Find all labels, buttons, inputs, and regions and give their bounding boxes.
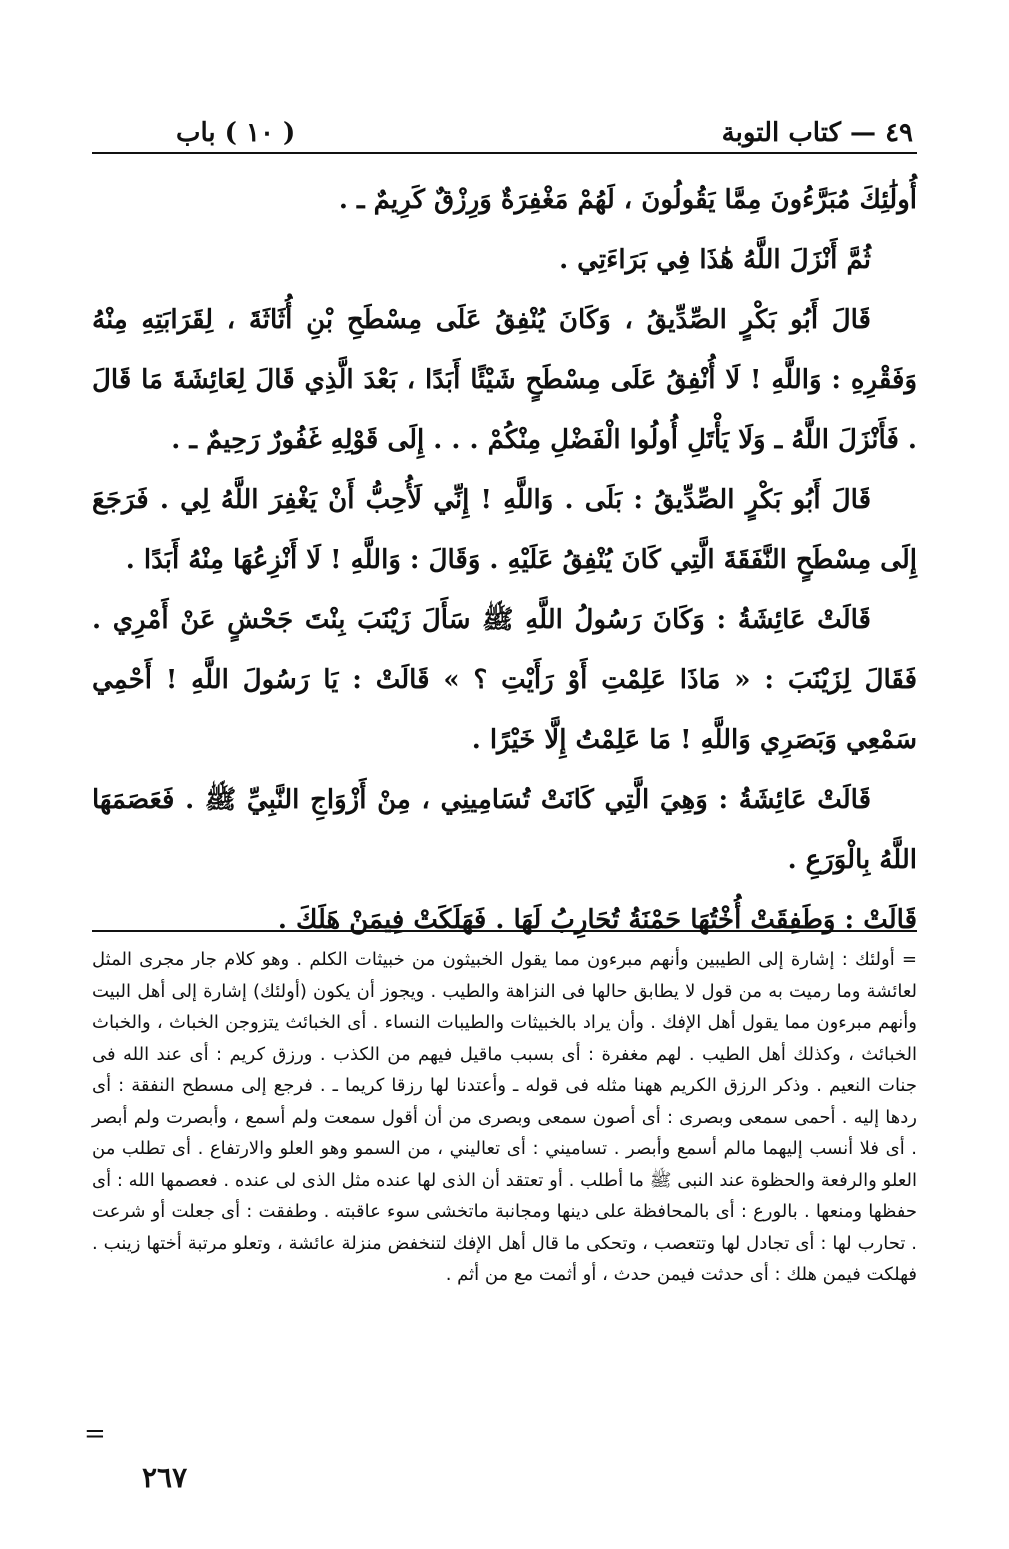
footnote-paragraph: = أولئك : إشارة إلى الطيبين وأنهم مبرءون مما يقول الخبيثون من خبيثات الكلم . وهو كلام جار مجرى المثل لعائشة وما رميت به من قول لا يطابق حالها فى النزاهة والطيب . ويجوز أن يكون (أولئك) إشارة إلى أهل البيت وأنهم مبرءون مما يقول أهل الإفك . وأن يراد بالخبيثات والطيبات النساء . أى الخبائث يتزوجن الخباث ، والخباث الخبائث ، وكذلك أهل الطيب . لهم مغفرة : أى بسبب ماقيل فيهم من الكذب . ورزق كريم : أى عند الله فى جنات النعيم . وذكر الرزق الكريم ههنا مثله فى قوله ـ وأعتدنا لها رزقا كريما ـ . فرجع إلى مسطح النفقة : أى ردها إليه . أحمى سمعى وبصرى : أى أصون سمعى وبصرى من أن أقول سمعت ولم أسمع ، وأبصرت ولم أبصر . أى فلا أنسب إليهما مالم أسمع وأبصر . تساميني : أى تعاليني ، من السمو وهو العلو والارتفاع . أى تطلب من العلو والرفعة والحظوة عند النبى ﷺ ما أطلب . أو تعتقد أن الذى لها عنده مثل الذى لى عنده . فعصمها الله : أى حفظها ومنعها . بالورع : أى بالمحافظة على دينها ومجانبة ماتخشى سوء عاقبته . وطفقت : أى جعلت أو شرعت . تحارب لها : أى تجادل لها وتتعصب ، وتحكى ما قال أهل الإفك لتنخفض منزلة عائشة ، وتعلو مرتبة أختها زينب . فهلكت فيمن هلك : أى حدثت فيمن حدث ، أو أثمت مع من أثم . — [92, 949, 917, 1285]
hadith-paragraph: ثُمَّ أَنْزَلَ اللَّهُ هَٰذَا فِي بَرَاءَتِي . — [559, 245, 871, 275]
continuation-mark: = — [84, 1419, 106, 1449]
hadith-paragraph: قَالَتْ : وَطَفِقَتْ أُخْتُهَا حَمْنَةُ تُحَارِبُ لَهَا . فَهَلَكَتْ فِيمَنْ هَلَكَ . — [277, 905, 917, 935]
footnote-rule — [92, 930, 917, 932]
book-title: ٤٩ — كتاب التوبة — [721, 118, 913, 148]
hadith-paragraph: أُولَٰئِكَ مُبَرَّءُونَ مِمَّا يَقُولُونَ ، لَهُمْ مَغْفِرَةٌ وَرِزْقٌ كَرِيمٌ ـ . — [338, 185, 917, 215]
hadith-paragraph: قَالَتْ عَائِشَةُ : وَكَانَ رَسُولُ اللَّهِ ﷺ سَأَلَ زَيْنَبَ بِنْتَ جَحْشٍ عَنْ أَمْرِي . فَقَالَ لِزَيْنَبَ : « مَاذَا عَلِمْتِ أَوْ رَأَيْتِ ؟ » قَالَتْ : يَا رَسُولَ اللَّهِ ! أَحْمِي سَمْعِي وَبَصَرِي وَاللَّهِ ! مَا عَلِمْتُ إِلَّا خَيْرًا . — [92, 605, 917, 755]
chapter-label: ( ١٠ ) باب — [176, 118, 296, 148]
footnotes — [92, 944, 917, 1291]
hadith-text — [92, 170, 917, 950]
hadith-paragraph: قَالَ أَبُو بَكْرٍ الصِّدِّيقُ ، وَكَانَ يُنْفِقُ عَلَى مِسْطَحِ بْنِ أُثَاثَةَ ، لِقَرَابَتِهِ مِنْهُ وَفَقْرِهِ : وَاللَّهِ ! لَا أُنْفِقُ عَلَى مِسْطَحٍ شَيْئًا أَبَدًا ، بَعْدَ الَّذِي قَالَ لِعَائِشَةَ مَا قَالَ . فَأَنْزَلَ اللَّهُ ـ وَلَا يَأْتَلِ أُولُوا الْفَضْلِ مِنْكُمْ . . . إِلَى قَوْلِهِ غَفُورٌ رَحِيمٌ ـ . — [92, 305, 917, 455]
page-number: ٢٦٧ — [142, 1461, 188, 1494]
header-rule — [92, 152, 917, 154]
hadith-paragraph: قَالَتْ عَائِشَةُ : وَهِيَ الَّتِي كَانَتْ تُسَامِينِي ، مِنْ أَزْوَاجِ النَّبِيِّ ﷺ . فَعَصَمَهَا اللَّهُ بِالْوَرَعِ . — [92, 785, 917, 875]
running-header — [96, 118, 913, 154]
hadith-paragraph: قَالَ أَبُو بَكْرٍ الصِّدِّيقُ : بَلَى . وَاللَّهِ ! إِنِّي لَأُحِبُّ أَنْ يَغْفِرَ اللَّهُ لِي . فَرَجَعَ إِلَى مِسْطَحٍ النَّفَقَةَ الَّتِي كَانَ يُنْفِقُ عَلَيْهِ . وَقَالَ : وَاللَّهِ ! لَا أَنْزِعُهَا مِنْهُ أَبَدًا . — [92, 485, 917, 575]
